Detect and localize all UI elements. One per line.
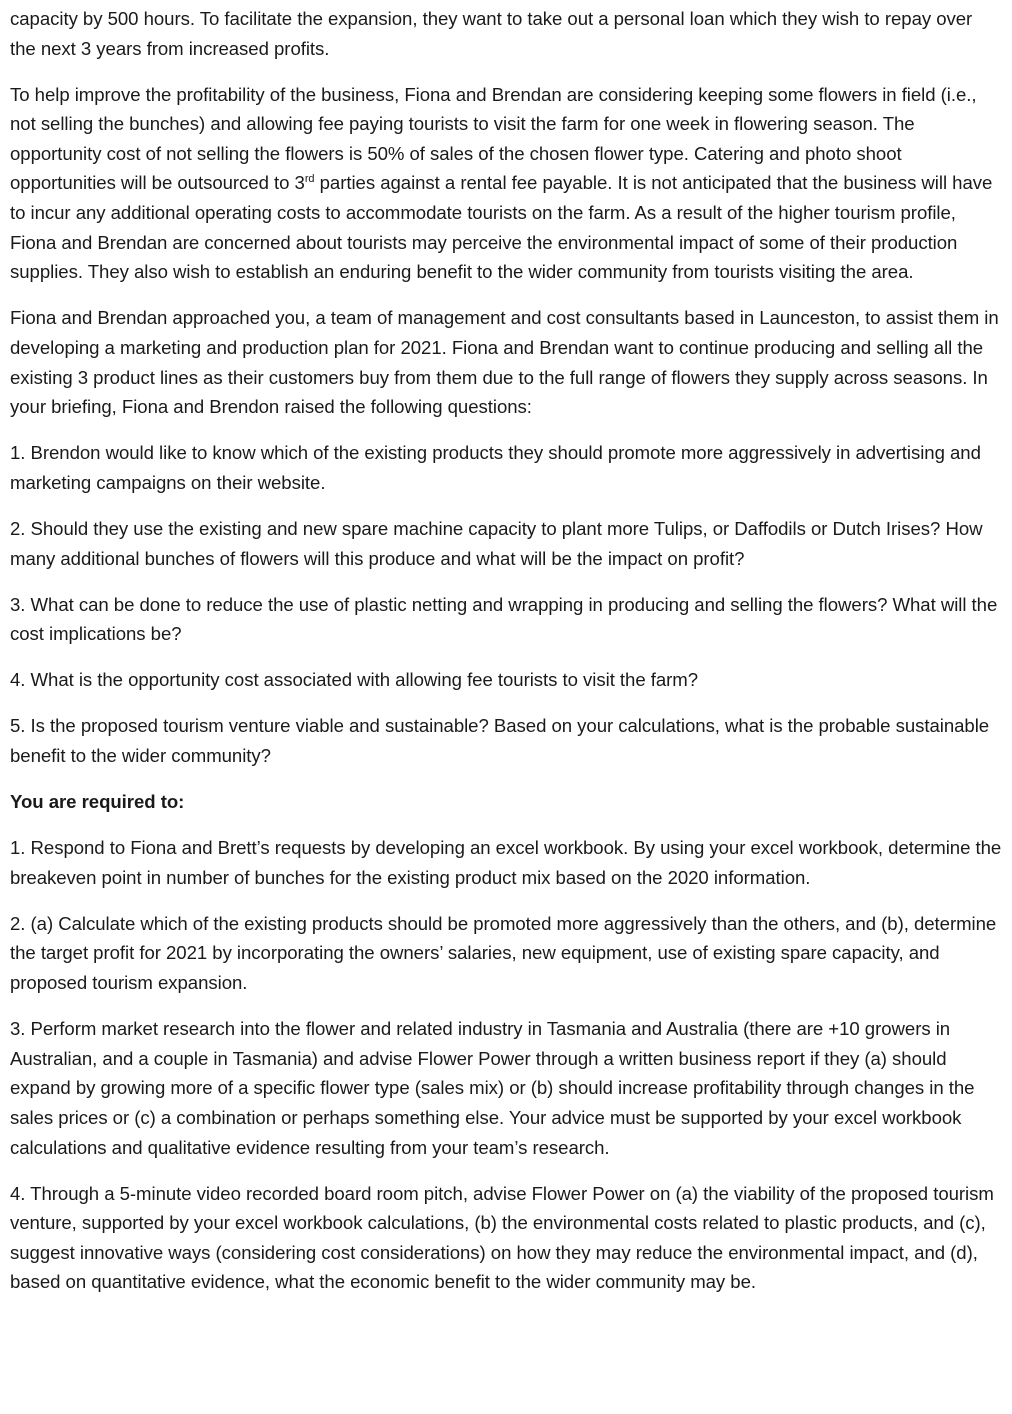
requirement-3: 3. Perform market research into the flower and related industry in Tasmania and Australia (there are +10 growers in Australian, and a couple in Tasmania) and advise Flower Power through a written business report if they (a) should expand by growing more of a specific flower type (sales mix) or (b) should increase profitability through changes in the sales prices or (c) a combination or perhaps something else. Your advice must be supported by your excel workbook calculations and qualitative evidence resulting from your team’s research. <box>10 1018 975 1158</box>
document-body <box>10 0 1002 1297</box>
question-3: 3. What can be done to reduce the use of plastic netting and wrapping in producing and selling the flowers? What will the cost implications be? <box>10 593 998 645</box>
paragraph-tourism-proposal <box>10 80 1002 287</box>
question-5: 5. Is the proposed tourism venture viable and sustainable? Based on your calculations, what is the probable sustainable benefit to the wider community? <box>10 715 990 766</box>
requirement-2: 2. (a) Calculate which of the existing products should be promoted more aggressively than the others, and (b), determine the target profit for 2021 by incorporating the owners’ salaries, new equipment, use of existing spare capacity, and proposed tourism expansion. <box>10 912 997 994</box>
requirements-heading: You are required to: <box>10 791 185 813</box>
tourism-text-part-2: parties against a rental fee payable. It is not anticipated that the business will have to incur any additional operating costs to accommodate tourists on the farm. As a result of the higher tourism profile, Fiona and Brendan are concerned about tourists may perceive the environmental impact of some of their production supplies. They also wish to establish an enduring benefit to the wider community from tourists visiting the area. <box>10 172 993 283</box>
question-4: 4. What is the opportunity cost associated with allowing fee tourists to visit the farm? <box>10 669 699 691</box>
requirement-1: 1. Respond to Fiona and Brett’s requests by developing an excel workbook. By using your excel workbook, determine the breakeven point in number of bunches for the existing product mix based on the 2020 information. <box>10 837 1002 888</box>
question-2: 2. Should they use the existing and new spare machine capacity to plant more Tulips, or Daffodils or Dutch Irises? How many additional bunches of flowers will this produce and what will be the impact on profit? <box>10 517 983 569</box>
tourism-text-part-1: To help improve the profitability of the business, Fiona and Brendan are considering keeping some flowers in field (i.e., not selling the bunches) and allowing fee paying tourists to visit the farm for one week in flowering season. The opportunity cost of not selling the flowers is 50% of sales of the chosen flower type. Catering and photo shoot opportunities will be outsourced to 3 <box>10 83 977 194</box>
question-1: 1. Brendon would like to know which of the existing products they should promote more aggressively in advertising and marketing campaigns on their website. <box>10 442 981 493</box>
ordinal-superscript: rd <box>304 173 315 186</box>
paragraph-consultant-briefing: Fiona and Brendan approached you, a team of management and cost consultants based in Launceston, to assist them in developing a marketing and production plan for 2021. Fiona and Brendan want to continue producing and selling all the existing 3 product lines as their customers buy from them due to the full range of flowers they supply across seasons. In your briefing, Fiona and Brendon raised the following questions: <box>10 307 999 418</box>
requirement-4: 4. Through a 5-minute video recorded board room pitch, advise Flower Power on (a) the viability of the proposed tourism venture, supported by your excel workbook calculations, (b) the environmental costs related to plastic products, and (c), suggest innovative ways (considering cost considerations) on how they may reduce the environmental impact, and (d), based on quantitative evidence, what the economic benefit to the wider community may be. <box>10 1182 994 1293</box>
paragraph-capacity-loan: capacity by 500 hours. To facilitate the expansion, they want to take out a personal loan which they wish to repay over the next 3 years from increased profits. <box>10 8 973 59</box>
